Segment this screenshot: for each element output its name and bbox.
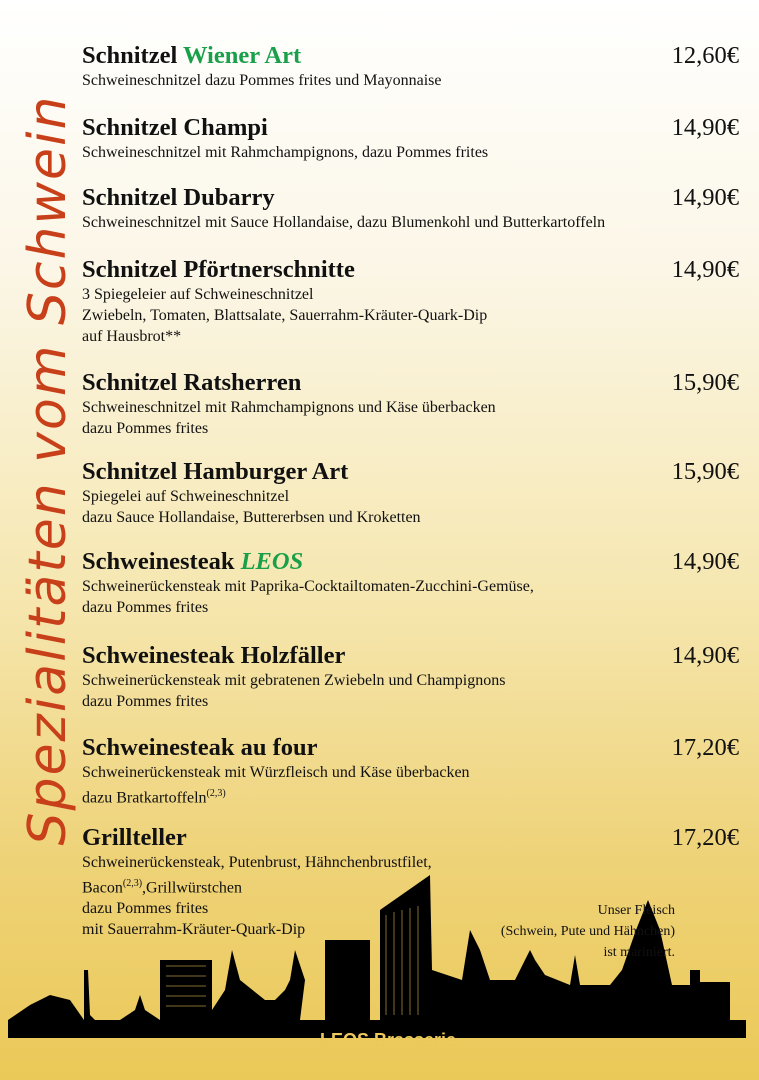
note-line: Unser Fleisch xyxy=(597,903,675,918)
item-price: 14,90€ xyxy=(671,548,739,575)
item-title: Schnitzel Champi xyxy=(82,114,268,141)
note-line: (Schwein, Pute und Hähnchen) xyxy=(500,924,675,939)
menu-item xyxy=(82,42,739,91)
item-desc: mit Sauerrahm-Kräuter-Quark-Dip xyxy=(82,921,306,939)
menu-item xyxy=(82,369,739,439)
item-desc: ,Grillwürstchen xyxy=(142,879,243,897)
item-desc: Schweineschnitzel mit Sauce Hollandaise, dazu Blumenkohl und Butterkartoffeln xyxy=(82,214,606,231)
allergen-note: (2,3) xyxy=(206,788,226,799)
item-title: Schweinesteak au four xyxy=(82,734,318,761)
item-title: Schweinesteak Holzfäller xyxy=(82,642,346,669)
note-line: ist mariniert. xyxy=(603,945,675,960)
item-price: 12,60€ xyxy=(671,42,739,69)
brand-name: LEOS Brasserie xyxy=(320,1030,457,1050)
item-price: 17,20€ xyxy=(671,734,739,761)
item-title-accent: LEOS xyxy=(240,548,304,575)
item-price: 14,90€ xyxy=(671,184,739,211)
item-desc: dazu Bratkartoffeln xyxy=(82,789,207,807)
item-title: Schnitzel Hamburger Art xyxy=(82,458,349,485)
item-desc: dazu Pommes frites xyxy=(82,599,209,616)
item-desc: dazu Pommes frites xyxy=(82,420,209,437)
menu-item xyxy=(82,256,739,347)
item-desc: 3 Spiegeleier auf Schweineschnitzel xyxy=(82,286,314,303)
item-title: Schnitzel xyxy=(82,42,183,69)
item-desc: Schweinerückensteak, Putenbrust, Hähnchenbrustfilet, xyxy=(82,854,432,871)
menu-item xyxy=(82,458,739,528)
item-title: Schweinesteak xyxy=(82,548,241,575)
item-price: 14,90€ xyxy=(671,642,739,669)
item-title-accent: Wiener Art xyxy=(182,42,302,69)
item-price: 15,90€ xyxy=(671,369,739,396)
menu-item xyxy=(82,184,739,233)
item-desc: Bacon xyxy=(82,879,123,897)
item-desc: Spiegelei auf Schweineschnitzel xyxy=(82,488,290,505)
item-desc: Schweineschnitzel dazu Pommes frites und Mayonnaise xyxy=(82,72,442,89)
item-price: 14,90€ xyxy=(671,256,739,283)
side-title: Spezialitäten vom Schwein xyxy=(18,94,78,846)
item-desc: Schweineschnitzel mit Rahmchampignons, dazu Pommes frites xyxy=(82,144,489,161)
item-desc: Schweinerückensteak mit Würzfleisch und Käse überbacken xyxy=(82,764,470,781)
item-desc: Zwiebeln, Tomaten, Blattsalate, Sauerrahm-Kräuter-Quark-Dip xyxy=(82,307,488,324)
item-desc: Schweinerückensteak mit Paprika-Cocktailtomaten-Zucchini-Gemüse, xyxy=(82,578,534,595)
item-desc: Schweineschnitzel mit Rahmchampignons und Käse überbacken xyxy=(82,399,496,416)
item-title: Schnitzel Ratsherren xyxy=(82,369,302,396)
allergen-note: (2,3) xyxy=(122,878,143,889)
menu-item xyxy=(82,642,739,712)
item-price: 14,90€ xyxy=(671,114,739,141)
item-title: Schnitzel Dubarry xyxy=(82,184,275,211)
item-desc: auf Hausbrot** xyxy=(82,328,182,345)
menu-item xyxy=(82,114,739,163)
item-price: 17,20€ xyxy=(671,824,739,851)
menu-item xyxy=(82,548,739,618)
item-price: 15,90€ xyxy=(671,458,739,485)
item-desc: Schweinerückensteak mit gebratenen Zwiebeln und Champignons xyxy=(82,672,506,689)
item-desc: dazu Sauce Hollandaise, Buttererbsen und Kroketten xyxy=(82,509,421,526)
menu-item xyxy=(82,734,739,808)
item-desc: dazu Pommes frites xyxy=(82,693,209,710)
item-desc: dazu Pommes frites xyxy=(82,900,209,918)
marinade-note xyxy=(501,900,675,963)
item-title: Schnitzel Pförtnerschnitte xyxy=(82,256,355,283)
item-title: Grillteller xyxy=(82,824,187,851)
